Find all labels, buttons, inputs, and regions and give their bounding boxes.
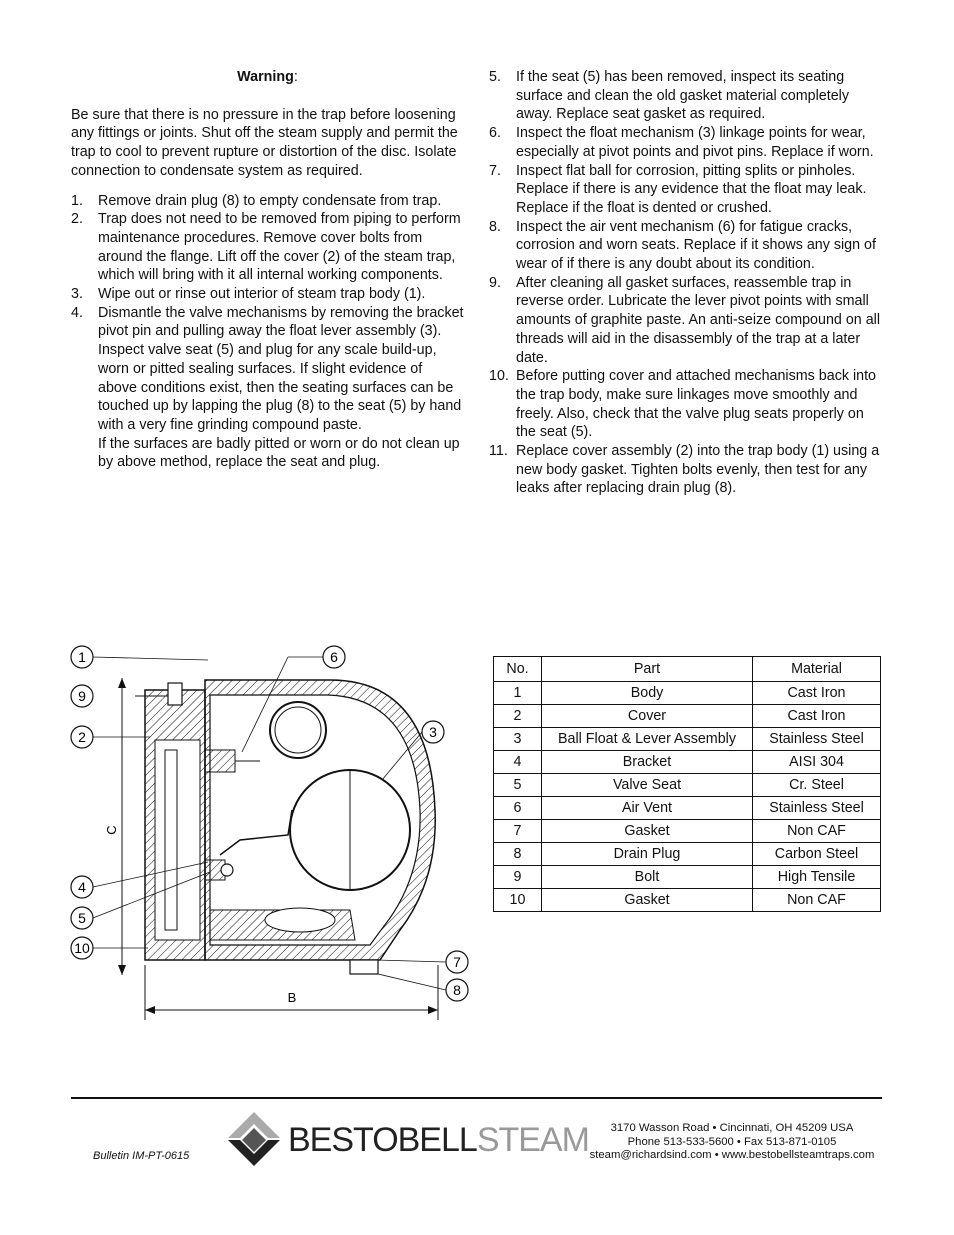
header-part: Part xyxy=(542,657,753,682)
table-row: 5 Valve Seat Cr. Steel xyxy=(494,774,881,797)
callout-1 xyxy=(71,646,208,668)
table-row: 7 Gasket Non CAF xyxy=(494,820,881,843)
step-6: 6. Inspect the float mechanism (3) linkage points for wear, especially at pivot points and pivot pins. Replace if worn. xyxy=(489,125,874,160)
dim-c-label: C xyxy=(104,825,119,835)
step-4-replace: If the surfaces are badly pitted or worn or do not clean up by above method, replace the seat and plug. xyxy=(98,435,460,471)
footer-divider xyxy=(71,1097,882,1099)
step-2: 2. Trap does not need to be removed from piping to perform maintenance procedures. Remove cover bolts from around the flange. Lift off the cover (2) of the steam trap, which will bring with it all internal working components. xyxy=(71,211,461,284)
company-address: 3170 Wasson Road • Cincinnati, OH 45209 USA Phone 513-533-5600 • Fax 513-871-0105 steam@richardsind.com • www.bestobellsteamtraps.com xyxy=(589,1122,875,1161)
bestobell-logo-icon xyxy=(226,1110,282,1168)
svg-text:10: 10 xyxy=(74,940,90,956)
brand-name: BESTOBELLSTEAM xyxy=(288,1121,589,1159)
table-row: 2 Cover Cast Iron xyxy=(494,705,881,728)
header-material: Material xyxy=(753,657,881,682)
step-3: 3. Wipe out or rinse out interior of steam trap body (1). xyxy=(71,286,426,303)
step-7: 7. Inspect flat ball for corrosion, pitting splits or pinholes. Replace if there is any evidence that the float may leak. Replace if the float is dented or crushed. xyxy=(489,162,867,216)
callout-10 xyxy=(71,937,148,959)
callout-7 xyxy=(378,951,468,973)
bolt xyxy=(168,683,182,705)
bulletin-number: Bulletin IM-PT-0615 xyxy=(93,1150,190,1162)
table-row: 3 Ball Float & Lever Assembly Stainless Steel xyxy=(494,728,881,751)
table-header-row xyxy=(494,657,881,682)
table-row: 8 Drain Plug Carbon Steel xyxy=(494,843,881,866)
step-8: 8. Inspect the air vent mechanism (6) for fatigue cracks, corrosion and worn seats. Replace if it shows any sign of wear of if there is any doubt about its condition. xyxy=(489,218,876,273)
steam-trap-cross-section-diagram xyxy=(60,640,480,1030)
svg-text:6: 6 xyxy=(330,649,338,665)
warning-text: Be sure that there is no pressure in the trap before loosening any fittings or joints. Shut off the steam supply and permit the trap to cool to prevent rupture or distortion of the disc. Isolate connection to condensate system as required. xyxy=(71,106,458,179)
svg-text:8: 8 xyxy=(453,982,461,998)
svg-text:3: 3 xyxy=(429,724,437,740)
callout-2 xyxy=(71,726,150,748)
step-1: 1. Remove drain plug (8) to empty condensate from trap. xyxy=(71,192,442,209)
parts-table xyxy=(493,656,881,912)
dim-b-label: B xyxy=(287,990,297,1005)
right-column xyxy=(489,68,885,498)
step-4-inspect: Inspect valve seat (5) and plug for any scale build-up, worn or pitted sealing surfaces. If slight evidence of above conditions exist, then the seating surfaces can be touched up by lapping the plug (8) to the seat (5) by hand with a very fine grinding compound paste. xyxy=(98,342,462,433)
table-row: 9 Bolt High Tensile xyxy=(494,866,881,889)
warning-title: Warning: xyxy=(237,69,298,85)
svg-text:7: 7 xyxy=(453,954,461,970)
step-9: 9. After cleaning all gasket surfaces, reassemble trap in reverse order. Lubricate the lever pivot points with small amounts of graphite paste. An anti-seize compound on all threads will aid in the disassembly of the trap at a later date. xyxy=(489,274,881,366)
svg-text:2: 2 xyxy=(78,729,86,745)
svg-text:4: 4 xyxy=(78,879,86,895)
table-row: 4 Bracket AISI 304 xyxy=(494,751,881,774)
callout-9 xyxy=(71,685,93,707)
step-5: 5. If the seat (5) has been removed, inspect its seating surface and clean the old gasket material completely away. Replace seat gasket as required. xyxy=(489,69,849,123)
table-row: 10 Gasket Non CAF xyxy=(494,889,881,912)
step-11: 11. Replace cover assembly (2) into the trap body (1) using a new body gasket. Tighten bolts evenly, then test for any leaks after replacing drain plug (8). xyxy=(489,443,880,497)
table-row: 6 Air Vent Stainless Steel xyxy=(494,797,881,820)
steps-list-left xyxy=(71,192,464,473)
left-column xyxy=(71,68,464,472)
svg-text:9: 9 xyxy=(78,688,86,704)
svg-text:1: 1 xyxy=(78,649,86,665)
svg-text:5: 5 xyxy=(78,910,86,926)
step-4: 4. Dismantle the valve mechanisms by removing the bracket pivot pin and pulling away the float lever assembly (3). Inspect valve seat (5) and plug for any scale build-up, worn or pitted sealing surfaces. If slight evidence of above conditions exist, then the seating surfaces can be touched up by lapping the plug (8) to the seat (5) by hand with a very fine grinding compound paste. If the surfaces are badly pitted or worn or do not clean up by above method, replace the seat and plug. xyxy=(71,304,464,471)
callout-8 xyxy=(378,974,468,1001)
steps-list-right xyxy=(489,68,885,498)
table-row: 1 Body Cast Iron xyxy=(494,682,881,705)
step-10: 10. Before putting cover and attached mechanisms back into the trap body, make sure linkages move smoothly and freely. Also, check that the valve plug seats properly on the seat (5). xyxy=(489,368,877,441)
header-no: No. xyxy=(494,657,542,682)
drain-plug xyxy=(350,960,378,974)
